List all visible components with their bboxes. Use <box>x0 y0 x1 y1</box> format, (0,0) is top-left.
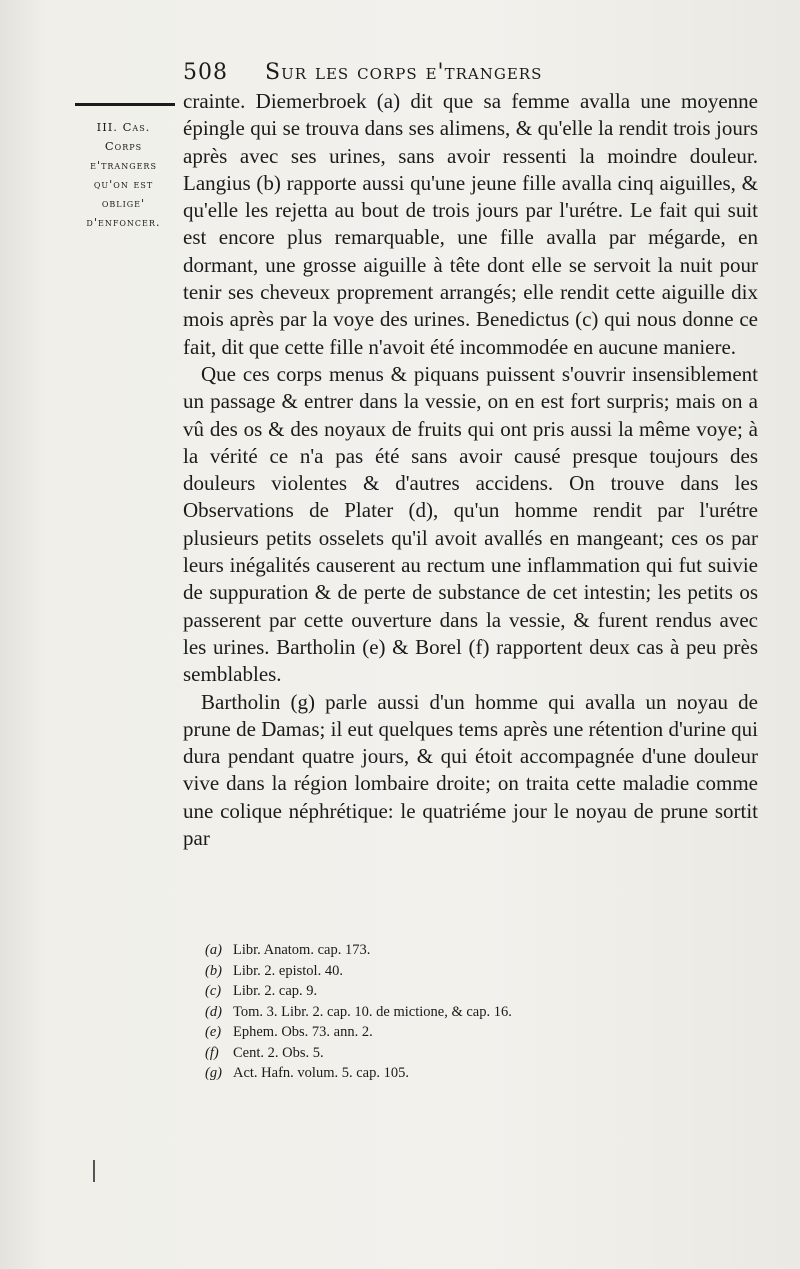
margin-note-line: qu'on est <box>93 177 154 191</box>
footnote-text: Libr. Anatom. cap. 173. <box>233 942 371 958</box>
page-mark <box>93 1160 95 1182</box>
page-header <box>183 60 758 85</box>
margin-note-line: oblige' <box>101 196 146 210</box>
footnote-text: Act. Hafn. volum. 5. cap. 105. <box>233 1065 409 1081</box>
footnote <box>205 1043 765 1064</box>
margin-note <box>66 118 181 232</box>
footnote <box>205 940 765 961</box>
footnote-mark: (c) <box>205 983 222 999</box>
footnote-text: Ephem. Obs. 73. ann. 2. <box>233 1024 373 1040</box>
footnote-text: Tom. 3. Libr. 2. cap. 10. de mictione, & cap. 16. <box>233 1003 512 1020</box>
margin-note-line: Corps <box>104 139 143 153</box>
footnote <box>205 1022 765 1043</box>
margin-note-line: e'trangers <box>90 158 157 172</box>
footnote-mark: (d) <box>205 1003 222 1020</box>
paragraph: Que ces corps menus & piquans puissent s'ouvrir insensiblement un passage & entrer dans la vessie, on en est fort surpris; mais on a vû des os & des noyaux de fruits qui ont pris aussi la même voye; à la vérité ce n'a pas été sans avoir causé presque toujours des douleurs violentes & d'autres accidens. On trouve dans les Observations de Plater (d), qu'un homme rendit par l'urétre plusieurs petits osselets qu'il avoit avallés en mangeant; ces os par leurs inégalités causerent au rectum une inflammation qui fut suivie de suppuration & de perte de substance de cet intestin; les petits os passerent par cette ouverture dans la vessie, & furent rendus avec les urines. Bartholin (e) & Borel (f) rapportent deux cas à peu près semblables. <box>183 361 758 687</box>
running-title: Sur les corps e'trangers <box>265 60 543 85</box>
footnote <box>205 1002 765 1023</box>
footnote-text: Cent. 2. Obs. 5. <box>233 1044 324 1061</box>
footnotes <box>205 940 765 1084</box>
footnote-mark: (g) <box>205 1065 222 1081</box>
margin-note-line: III. Cas. <box>96 120 151 134</box>
margin-note-line: d'enfoncer. <box>86 215 161 229</box>
footnote-mark: (b) <box>205 962 222 979</box>
paragraph: Bartholin (g) parle aussi d'un homme qui avalla un noyau de prune de Damas; il eut quelques tems après une rétention d'urine qui dura pendant quatre jours, & qui étoit accompagnée d'une douleur vive dans la région lombaire droite; on traita cette maladie comme une colique néphrétique: le quatriéme jour le noyau de prune sortit par <box>183 689 758 851</box>
footnote-mark: (a) <box>205 942 222 958</box>
footnote-text: Libr. 2. epistol. 40. <box>233 962 343 979</box>
footnote-text: Libr. 2. cap. 9. <box>233 983 318 999</box>
paragraph: crainte. Diemerbroek (a) dit que sa femme avalla une moyenne épingle qui se trouva dans ses alimens, & qu'elle la rendit trois jours après avec ses urines, sans avoir ressenti la moindre douleur. Langius (b) rapporte aussi qu'une jeune fille avalla cinq aiguilles, & qu'elle les rejetta au bout de trois jours par l'urétre. Le fait qui suit est encore plus remarquable, une fille avalla par mégarde, en dormant, une grosse aiguille à tête dont elle se servoit la nuit pour tenir ses cheveux proprement arrangés; elle rendit cette aiguille dix mois après par la voye des urines. Benedictus (c) qui nous donne ce fait, dit que cette fille n'avoit été incommodée en aucune maniere. <box>183 89 758 359</box>
page-number: 508 <box>183 60 228 85</box>
footnote-mark: (e) <box>205 1024 222 1040</box>
footnote-mark: (f) <box>205 1044 219 1061</box>
body-text <box>183 88 758 852</box>
footnote <box>205 981 765 1002</box>
footnote <box>205 1063 765 1084</box>
footnote <box>205 961 765 982</box>
header-rule <box>75 103 175 106</box>
